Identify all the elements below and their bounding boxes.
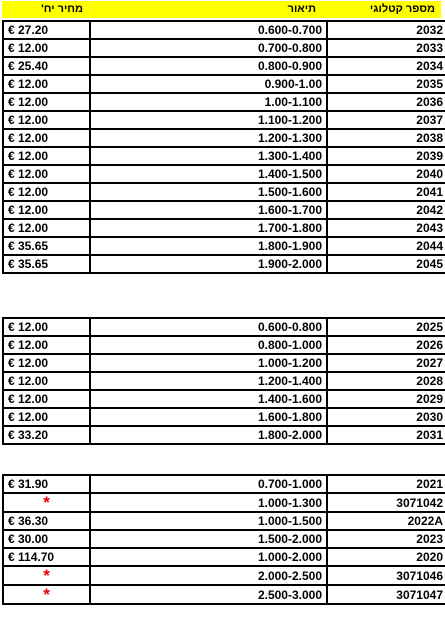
price-value: € 114.70 [8,550,55,564]
catalog-number-cell: 2020 [327,548,445,566]
description-cell: 1.000-1.200 [90,354,327,372]
price-column-header: מחיר יח' [41,3,83,15]
price-cell [3,57,90,75]
catalog-number-cell: 2034 [327,57,445,75]
description-column-header: תיאור [287,3,316,15]
price-value: € 12.00 [8,374,49,388]
price-value: € 12.00 [8,410,49,424]
catalog-number-cell: 2043 [327,219,445,237]
table-row [3,548,445,566]
price-cell [3,201,90,219]
catalog-number-cell: 2037 [327,111,445,129]
price-value: € 30.00 [8,532,49,546]
catalog-number-cell: 2026 [327,336,445,354]
table-row [3,566,445,585]
price-value: € 12.00 [8,41,49,55]
catalog-number-cell: 2040 [327,165,445,183]
price-cell [3,585,90,604]
price-cell [3,219,90,237]
price-value: € 12.00 [8,392,49,406]
price-cell [3,336,90,354]
price-cell [3,129,90,147]
table-row [3,237,445,255]
price-cell [3,390,90,408]
description-cell: 0.600-0.800 [90,318,327,336]
catalog-number-cell: 2023 [327,530,445,548]
catalog-number-cell: 2035 [327,75,445,93]
table-row [3,75,445,93]
price-value: € 12.00 [8,149,49,163]
price-cell [3,493,90,512]
price-cell [3,93,90,111]
table-row [3,57,445,75]
table-row [3,372,445,390]
price-cell [3,426,90,444]
description-cell: 0.700-0.800 [90,39,327,57]
price-value: € 31.90 [8,477,49,491]
table-header [2,1,441,18]
table-row [3,183,445,201]
price-cell [3,408,90,426]
table-row [3,493,445,512]
description-cell: 1.800-2.000 [90,426,327,444]
description-cell: 0.800-1.000 [90,336,327,354]
price-value: € 12.00 [8,338,49,352]
description-cell: 2.500-3.000 [90,585,327,604]
price-value: € 12.00 [8,131,49,145]
asterisk-mark: * [43,493,50,512]
price-value: € 12.00 [8,113,49,127]
description-cell: 1.300-1.400 [90,147,327,165]
price-cell [3,75,90,93]
price-cell [3,165,90,183]
table-row [3,93,445,111]
price-table-1 [2,20,445,274]
price-table-3 [2,474,445,605]
description-cell: 1.000-1.300 [90,493,327,512]
asterisk-mark: * [43,585,50,604]
table-row [3,21,445,39]
description-cell: 0.900-1.00 [90,75,327,93]
description-cell: 1.400-1.500 [90,165,327,183]
table-row [3,408,445,426]
catalog-number-cell: 3071046 [327,566,445,585]
table-row [3,39,445,57]
price-value: € 12.00 [8,203,49,217]
table-row [3,255,445,273]
table-row [3,530,445,548]
catalog-number-cell: 2022A [327,512,445,530]
catalog-number-cell: 2038 [327,129,445,147]
price-cell [3,21,90,39]
table-row [3,147,445,165]
description-cell: 0.700-1.000 [90,475,327,493]
price-value: € 12.00 [8,185,49,199]
catalog-number-cell: 2025 [327,318,445,336]
table-row [3,585,445,604]
catalog-column-header: מספר קטלוגי [369,3,435,15]
asterisk-mark: * [43,566,50,585]
catalog-number-cell: 2029 [327,390,445,408]
catalog-number-cell: 2033 [327,39,445,57]
price-cell [3,512,90,530]
catalog-number-cell: 2039 [327,147,445,165]
price-value: € 12.00 [8,356,49,370]
catalog-number-cell: 2028 [327,372,445,390]
table-row [3,426,445,444]
table-row [3,318,445,336]
price-cell [3,372,90,390]
catalog-number-cell: 2021 [327,475,445,493]
price-cell [3,111,90,129]
table-row [3,201,445,219]
catalog-number-cell: 3071042 [327,493,445,512]
catalog-number-cell: 2030 [327,408,445,426]
description-cell: 0.800-0.900 [90,57,327,75]
description-cell: 1.000-2.000 [90,548,327,566]
description-cell: 1.500-2.000 [90,530,327,548]
description-cell: 1.200-1.300 [90,129,327,147]
description-cell: 1.000-1.500 [90,512,327,530]
price-cell [3,548,90,566]
price-cell [3,237,90,255]
description-cell: 2.000-2.500 [90,566,327,585]
description-cell: 1.900-2.000 [90,255,327,273]
description-cell: 0.600-0.700 [90,21,327,39]
table-row [3,475,445,493]
price-value: € 12.00 [8,320,49,334]
catalog-number-cell: 2027 [327,354,445,372]
price-value: € 12.00 [8,221,49,235]
price-cell [3,147,90,165]
price-value: € 27.20 [8,23,49,37]
table-row [3,165,445,183]
catalog-number-cell: 2044 [327,237,445,255]
description-cell: 1.100-1.200 [90,111,327,129]
catalog-number-cell: 3071047 [327,585,445,604]
description-cell: 1.500-1.600 [90,183,327,201]
price-cell [3,475,90,493]
price-value: € 33.20 [8,428,49,442]
price-cell [3,318,90,336]
table-row [3,512,445,530]
catalog-number-cell: 2036 [327,93,445,111]
table-row [3,219,445,237]
description-cell: 1.00-1.100 [90,93,327,111]
description-cell: 1.600-1.700 [90,201,327,219]
description-cell: 1.200-1.400 [90,372,327,390]
price-value: € 35.65 [8,239,49,253]
description-cell: 1.400-1.600 [90,390,327,408]
table-row [3,354,445,372]
catalog-number-cell: 2032 [327,21,445,39]
price-cell [3,255,90,273]
price-value: € 12.00 [8,167,49,181]
description-cell: 1.800-1.900 [90,237,327,255]
price-value: € 36.30 [8,514,49,528]
price-table-2 [2,317,445,445]
catalog-number-cell: 2031 [327,426,445,444]
price-cell [3,530,90,548]
price-value: € 12.00 [8,95,49,109]
description-cell: 1.700-1.800 [90,219,327,237]
price-cell [3,183,90,201]
price-cell [3,354,90,372]
description-cell: 1.600-1.800 [90,408,327,426]
catalog-number-cell: 2041 [327,183,445,201]
table-row [3,129,445,147]
price-value: € 35.65 [8,257,49,271]
price-cell [3,566,90,585]
table-row [3,111,445,129]
price-value: € 25.40 [8,59,49,73]
price-value: € 12.00 [8,77,49,91]
price-cell [3,39,90,57]
catalog-number-cell: 2042 [327,201,445,219]
catalog-number-cell: 2045 [327,255,445,273]
table-row [3,336,445,354]
table-row [3,390,445,408]
